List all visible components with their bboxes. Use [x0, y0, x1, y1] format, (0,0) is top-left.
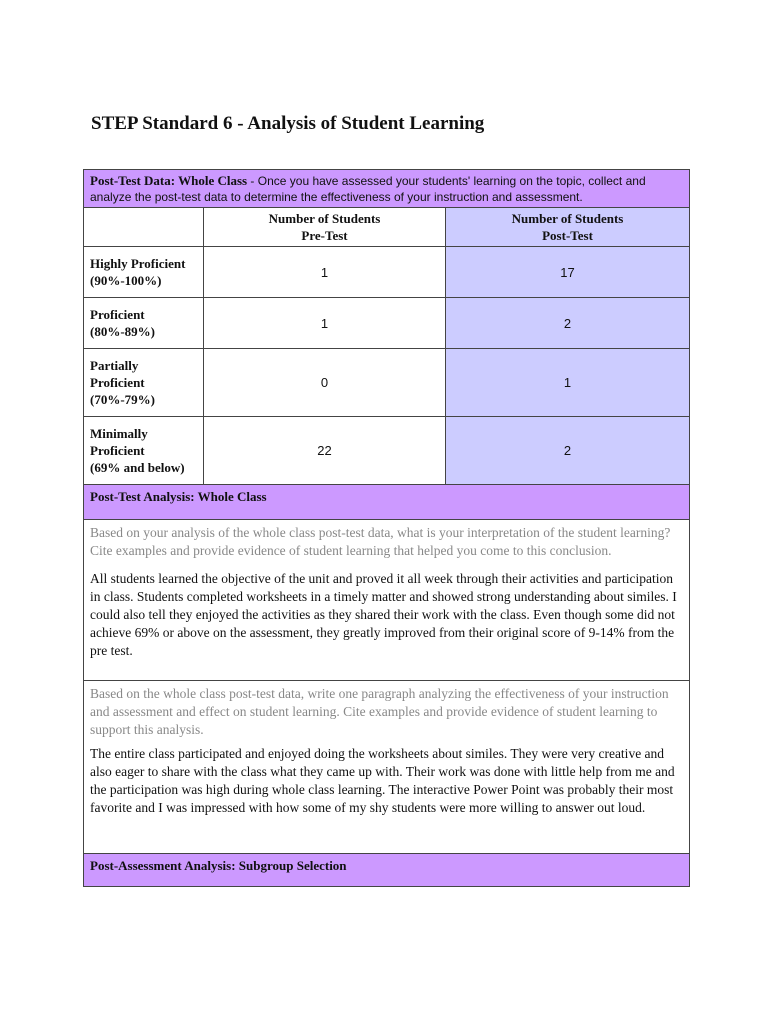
row-label-line: (90%-100%)	[90, 273, 162, 288]
post-test-column-header	[446, 208, 690, 247]
row-label-line: Highly Proficient	[90, 256, 186, 271]
subgroup-header: Post-Assessment Analysis: Subgroup Selection	[84, 854, 690, 887]
analysis-header-row	[84, 485, 690, 520]
row-label	[84, 417, 204, 485]
effectiveness-answer: The entire class participated and enjoyed doing the worksheets about similes. They were very creative and also eager to share with the class what they came up with. Their work was done with little help from me and the participation was high during whole class learning. The interactive Power Point was probably their most favorite and I was impressed with how some of my shy students were more willing to answer out loud.	[90, 746, 675, 815]
post-test-header	[84, 170, 690, 208]
post-test-count: 2	[446, 298, 690, 349]
row-label	[84, 247, 204, 298]
pre-test-column-header	[204, 208, 446, 247]
pre-test-count: 1	[204, 298, 446, 349]
pre-test-count: 22	[204, 417, 446, 485]
post-test-table	[83, 169, 690, 887]
table-row	[84, 349, 690, 417]
post-test-header-row	[84, 170, 690, 208]
pre-test-count: 0	[204, 349, 446, 417]
post-test-header-text: - Once you have assessed your students' learning on the topic, collect and analyze the post-test data to determine the effectiveness of your instruction and assessment.	[90, 174, 646, 204]
row-label-line: Proficient	[90, 307, 145, 322]
row-label-line: Proficient	[90, 375, 145, 390]
row-label	[84, 349, 204, 417]
empty-corner-cell	[84, 208, 204, 247]
pre-test-header-line2: Pre-Test	[301, 228, 348, 243]
subgroup-header-row	[84, 854, 690, 887]
interpretation-answer: All students learned the objective of the unit and proved it all week through their activities and participation in class. Students completed worksheets in a timely matter and showed strong understanding about similes. I could also tell they enjoyed the activities as they shared their work with the class. Even though some did not achieve 69% or above on the assessment, they greatly improved from their original score of 9-14% from the pre test.	[90, 571, 677, 658]
row-label-line: (70%-79%)	[90, 392, 155, 407]
row-label	[84, 298, 204, 349]
table-row	[84, 298, 690, 349]
post-test-header-line2: Post-Test	[542, 228, 593, 243]
column-header-row	[84, 208, 690, 247]
row-label-line: (80%-89%)	[90, 324, 155, 339]
row-label-line: (69% and below)	[90, 460, 185, 475]
post-test-count: 1	[446, 349, 690, 417]
interpretation-block	[84, 520, 690, 681]
post-test-count: 17	[446, 247, 690, 298]
row-label-line: Partially	[90, 358, 139, 373]
pre-test-header-line1: Number of Students	[268, 211, 381, 226]
analysis-block-row	[84, 520, 690, 681]
table-row	[84, 417, 690, 485]
row-label-line: Proficient	[90, 443, 145, 458]
post-test-header-line1: Number of Students	[511, 211, 624, 226]
table-row	[84, 247, 690, 298]
post-test-header-bold: Post-Test Data: Whole Class	[90, 173, 248, 188]
row-label-line: Minimally	[90, 426, 148, 441]
effectiveness-prompt: Based on the whole class post-test data, write one paragraph analyzing the effectiveness of your instruction and assessment and effect on student learning. Cite examples and provide evidence of student learning to support this analysis.	[90, 686, 669, 737]
page-title: STEP Standard 6 - Analysis of Student Learning	[91, 113, 485, 134]
post-test-count: 2	[446, 417, 690, 485]
effectiveness-block	[84, 681, 690, 854]
analysis-header: Post-Test Analysis: Whole Class	[84, 485, 690, 520]
pre-test-count: 1	[204, 247, 446, 298]
interpretation-prompt: Based on your analysis of the whole class post-test data, what is your interpretation of the student learning? Cite examples and provide evidence of student learning that helped you come to this conclusion.	[90, 525, 671, 558]
analysis-block-row	[84, 681, 690, 854]
